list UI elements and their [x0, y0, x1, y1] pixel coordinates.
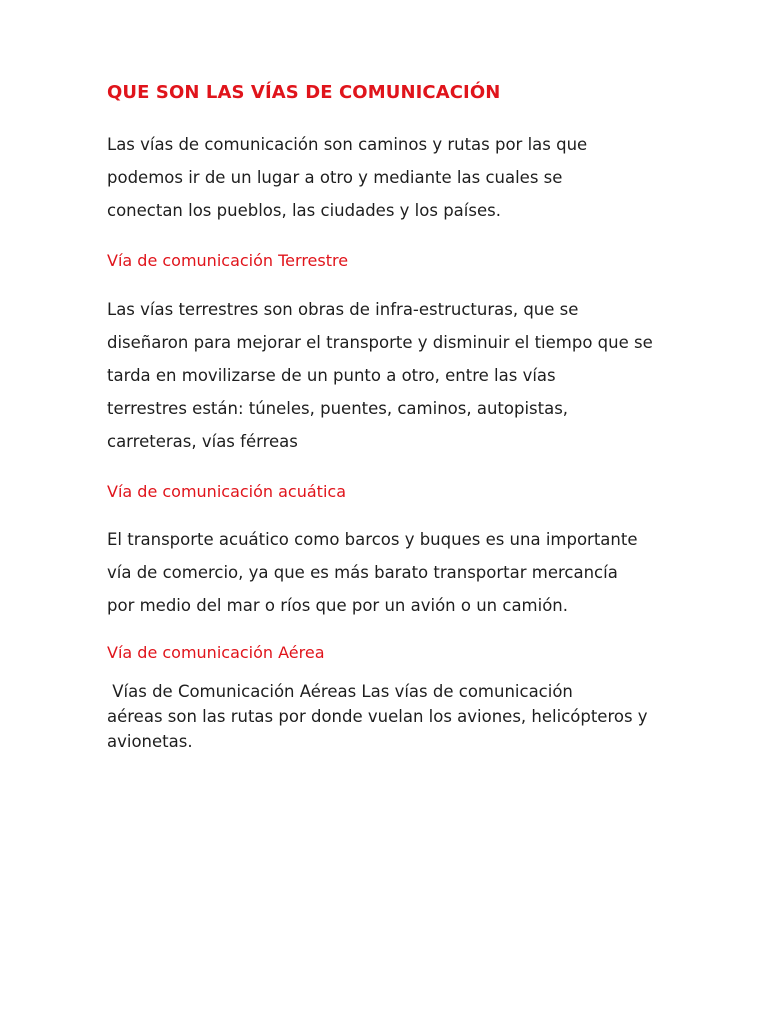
paragraph-line: terrestres están: túneles, puentes, caminos, autopistas, [107, 399, 569, 418]
paragraph-line: El transporte acuático como barcos y buques es una importante [107, 530, 638, 549]
paragraph-line: Vías de Comunicación Aéreas Las vías de comunicación [107, 682, 573, 701]
paragraph-line: Las vías de comunicación son caminos y rutas por las que [107, 135, 588, 154]
document-title: QUE SON LAS VÍAS DE COMUNICACIÓN [107, 82, 501, 103]
paragraph-line: Las vías terrestres son obras de infra-estructuras, que se [107, 300, 579, 319]
intro-paragraph [107, 128, 687, 227]
paragraph-line: aéreas son las rutas por donde vuelan los aviones, helicópteros y [107, 707, 648, 726]
section-paragraph-aerea [107, 679, 687, 754]
paragraph-line: vía de comercio, ya que es más barato transportar mercancía [107, 563, 618, 582]
paragraph-line: conectan los pueblos, las ciudades y los países. [107, 201, 501, 220]
section-paragraph-acuatica [107, 523, 687, 622]
paragraph-line: carreteras, vías férreas [107, 432, 298, 451]
paragraph-line: por medio del mar o ríos que por un avión o un camión. [107, 596, 569, 615]
paragraph-line: podemos ir de un lugar a otro y mediante las cuales se [107, 168, 563, 187]
section-heading-terrestre: Vía de comunicación Terrestre [107, 251, 349, 270]
paragraph-line: tarda en movilizarse de un punto a otro, entre las vías [107, 366, 556, 385]
paragraph-line: diseñaron para mejorar el transporte y disminuir el tiempo que se [107, 333, 653, 352]
section-paragraph-terrestre [107, 293, 687, 458]
section-heading-aerea: Vía de comunicación Aérea [107, 643, 325, 662]
section-heading-acuatica: Vía de comunicación acuática [107, 482, 346, 501]
paragraph-line: avionetas. [107, 732, 193, 751]
